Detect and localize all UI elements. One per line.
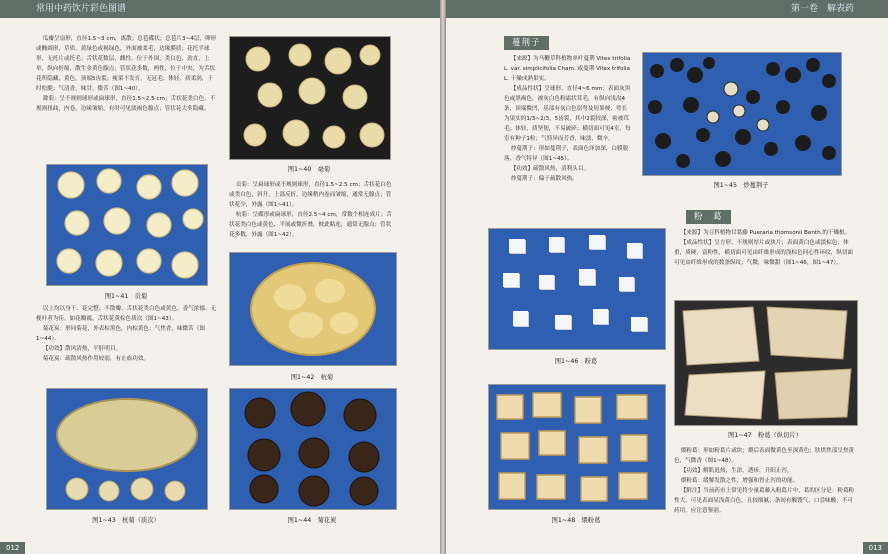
page-number-right: 013 xyxy=(863,542,888,554)
photo-haoju xyxy=(229,36,391,160)
text-block: 贡菊：呈扁球形或不规则球形，直径1.5~2.5 cm；舌状花白色或类白色，斜升，上部反折，边缘稍内卷而皱缩，通常无腺点；管状花少，外露（图1~41）。 xyxy=(229,182,392,208)
text-block: 煨粉葛：形如粉葛片或块；煨后表面微黄色至深黄色；肤烘焦部呈焦黄色，气微香（图1~48）。 xyxy=(674,448,855,464)
left-text-column-top xyxy=(36,34,218,114)
photo-chao-manjingzi-graphic xyxy=(643,53,841,175)
text-block: 菊花炭：形同菊花，外表棕黑色，内棕黄色；气焦香，味微苦（图1~44）。 xyxy=(36,326,205,342)
caption-fig-1-44: 图1~44 菊花炭 xyxy=(287,517,337,524)
photo-chao-manjingzi xyxy=(642,52,842,176)
left-text-column-bottom xyxy=(36,304,218,364)
right-text-column-manjingzi xyxy=(504,54,632,184)
photo-fenge xyxy=(488,228,666,350)
photo-hangju-inferior xyxy=(46,388,208,510)
text-block: 【成品性状】呈球形，直径4~6 mm；表面灰黑色或黑褐色，被灰白色粉霜状茸毛，有纵向浅沟4条，顶端微凹，基部有灰白色宿萼及短果梗；萼长为果实的1/3~2/3，5齿裂，其中2裂较深，密被茸毛；体轻，质坚韧，不易破碎；横切面可见4室，每室有种子1粒；气特异而芳香，味淡、微辛。 xyxy=(504,86,631,142)
caption-fig-1-42: 图1~42 杭菊 xyxy=(290,374,334,381)
page-number-left: 012 xyxy=(0,542,25,554)
fenge-cube xyxy=(549,237,564,252)
photo-wei-fenge xyxy=(488,384,666,510)
caption-fig-1-47: 图1~47 粉葛（纵切片） xyxy=(728,432,802,439)
fenge-cube xyxy=(631,317,647,331)
fenge-cube xyxy=(513,311,528,326)
fenge-cube xyxy=(509,239,525,253)
text-block: 以上均以身干、花完整、不散瓣、舌状花类白色或黄色、香气浓郁、无梗叶者为佳。如花瓣腐，舌状花黄棕色质次（图1~43）。 xyxy=(36,306,217,322)
fenge-cube xyxy=(589,235,605,249)
fenge-cube xyxy=(619,277,634,291)
photo-fenge-longitudinal xyxy=(674,300,858,426)
right-text-column-fenge-top xyxy=(674,228,856,268)
photo-fenge-longitudinal-graphic xyxy=(675,301,857,425)
fenge-cube xyxy=(579,269,595,285)
right-page-header: 第一卷 解表药 xyxy=(446,0,888,18)
caption-fig-1-48: 图1~48 煨粉葛 xyxy=(551,517,601,524)
section-title-fenge: 粉 葛 xyxy=(686,210,731,224)
right-page xyxy=(446,0,888,554)
fenge-cube xyxy=(593,309,608,324)
caption-fig-1-41: 图1~41 贡菊 xyxy=(104,293,148,300)
photo-haoju-graphic xyxy=(230,37,390,159)
photo-juhuatan-graphic xyxy=(230,389,396,509)
left-page-header: 常用中药饮片彩色图谱 xyxy=(0,0,440,18)
section-title-manjingzi: 蔓荆子 xyxy=(504,36,549,50)
photo-hangju-graphic xyxy=(230,253,396,365)
photo-hangju xyxy=(229,252,397,366)
photo-juhuatan xyxy=(229,388,397,510)
caption-fig-1-46: 图1~46 粉葛 xyxy=(554,358,598,365)
left-page xyxy=(0,0,440,554)
caption-fig-1-40: 图1~40 毫菊 xyxy=(287,166,331,173)
caption-fig-1-45: 图1~45 炒蔓荆子 xyxy=(713,182,769,189)
photo-hangju-inferior-graphic xyxy=(47,389,207,509)
text-block: 【功效】疏散风热，清利头目。 xyxy=(510,166,590,172)
caption-fig-1-43: 图1~43 杭菊（质次） xyxy=(92,517,160,524)
right-text-column-fenge-bottom xyxy=(674,446,856,516)
text-block: 炒蔓荆子：形如蔓荆子，表面色泽加深，白膜脱落，香气特异（图1~45）。 xyxy=(504,146,629,162)
text-block: 煨粉葛：缓解发散之性，增强和胃止泻的功能。 xyxy=(680,478,799,484)
photo-wei-fenge-graphic xyxy=(489,385,665,509)
text-block: 【来源】为豆科植物甘葛藤 Pueraria thomsonii Benth.的干燥根。 xyxy=(680,230,851,236)
fenge-cube xyxy=(627,243,642,258)
fenge-cube xyxy=(555,315,571,329)
text-block: 瓜瓣呈扇形，直径1.5~3 cm，离散；总苞碟状；总苞片3~4层，卵形或椭圆形，草质，黄绿色或褐绿色，外面被柔毛，边缘膜质；花托半球形，无托片或托毛；舌状花数层，雌性，位于外围，类白色，劲直，上举，纵向折缩，散生金黄色腺点；管状花多数，两性，位于中央，为舌状花所隐藏，黄色，顶端5齿裂；瘦果不发育，无冠毛；体轻，质柔润，干时松脆；气清香，味甘、微苦（图1~40）。 xyxy=(36,36,217,92)
text-block: 【功效】解肌退热，生津，透疹，升阳止泻。 xyxy=(680,468,793,474)
text-block: 【来源】为马鞭草科植物单叶蔓荆 Vitex trifolia L. var. simplicifolia Cham. 或蔓荆 Vitex trifolia L. 干燥成熟果实。 xyxy=(504,56,631,82)
text-block: 【成品性状】呈方形、不规则厚片或块片；表面黄白色或淡棕色；体重，质硬，富粉性，横切面可见由纤维形成的浅棕色同心性环纹，纵切面可见由纤维形成的数条纵纹；气微，味微甜（图1~46，图1~47）。 xyxy=(674,240,854,266)
photo-gongju-graphic xyxy=(47,165,207,285)
text-block: 菊花炭：疏散风热作用较弱，有止血功效。 xyxy=(42,356,150,362)
fenge-cube xyxy=(539,275,554,289)
text-block: 炒蔓荆子：偏于疏散风热。 xyxy=(510,176,578,182)
text-block: 【附注】当前药市上常见将少量葛藤入粉葛片中，葛的区分是：粉葛粉性大，可见表面显浅黄白色，且较细腻；条间有酸馊气，口尝味酸，不可药用，应注意鉴别。 xyxy=(674,488,855,514)
fenge-cube xyxy=(503,273,519,287)
left-text-column-middle xyxy=(229,180,395,240)
text-block: 【功效】散风清热，平肝明目。 xyxy=(42,346,122,352)
text-block: 滁菊：呈不规则球形或扁球形，直径1.5~2.5 cm；舌状花类白色，不规则扭曲，内卷，边缘皱缩，有时可见淡褐色腺点；管状花大多隐藏。 xyxy=(36,96,216,112)
photo-gongju xyxy=(46,164,208,286)
text-block: 杭菊：呈碟形或扁球形，直径2.5~4 cm，常数个相连成片；舌状花类白色或黄色，平展或微折叠，彼此粘连，通常无腺点；管状花多数，外露（图1~42）。 xyxy=(229,212,392,238)
